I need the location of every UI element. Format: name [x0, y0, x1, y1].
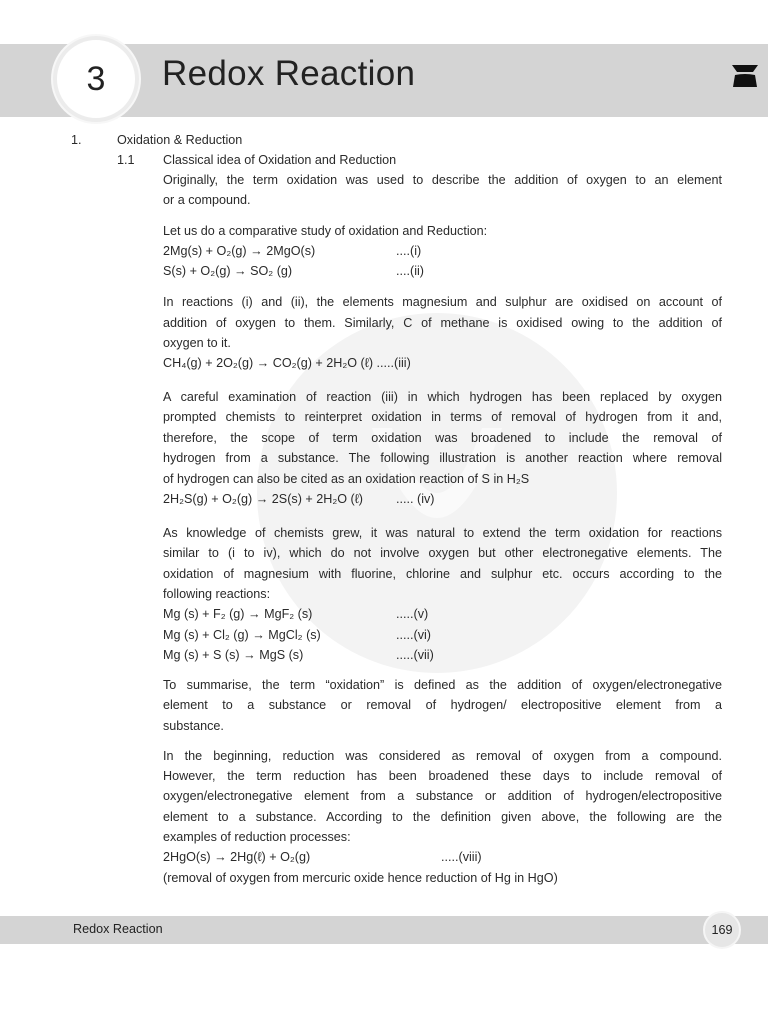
equation-label: .....(vi) — [396, 628, 431, 642]
equation-label: ....(i) — [396, 244, 422, 258]
equation: Mg (s) + Cl₂ (g) → MgCl₂ (s) — [163, 628, 321, 642]
equation-label: .....(vii) — [396, 648, 434, 662]
paragraph-line: or a compound. — [163, 193, 251, 207]
paragraph-line: As knowledge of chemists grew, it was natural to extend the term oxidation for reactions — [163, 526, 722, 540]
paragraph-line: However, the term reduction has been broadened these days to include removal of — [163, 769, 722, 783]
equation: Mg (s) + F₂ (g) → MgF₂ (s) — [163, 607, 313, 621]
paragraph-line: To summarise, the term “oxidation” is defined as the addition of oxygen/electronegative — [163, 678, 722, 692]
equation: S(s) + O₂(g) → SO₂ (g) — [163, 264, 293, 278]
equation-label: .....(viii) — [441, 850, 482, 864]
section-title: Oxidation & Reduction — [117, 133, 243, 147]
paragraph-line: element to a substance. According to the definition given above, the following are the — [163, 810, 722, 824]
equation: 2Mg(s) + O₂(g) → 2MgO(s) — [163, 244, 316, 258]
paragraph-line: In the beginning, reduction was considered as removal of oxygen from a compound. — [163, 749, 722, 763]
subsection-number: 1.1 — [117, 153, 135, 167]
equation-label: ..... (iv) — [396, 492, 435, 506]
paragraph-line: addition of oxygen to them. Similarly, C of methane is oxidised owing to the addition of — [163, 316, 722, 330]
paragraph-line: A careful examination of reaction (iii) in which hydrogen has been replaced by oxygen — [163, 390, 722, 404]
section-number: 1. — [71, 133, 82, 147]
paragraph-line: Let us do a comparative study of oxidation and Reduction: — [163, 224, 488, 238]
paragraph-line: oxygen/electronegative element from a substance or addition of hydrogen/electropositive — [163, 789, 722, 803]
footer-running-title: Redox Reaction — [73, 922, 163, 936]
equation: 2H₂S(g) + O₂(g) → 2S(s) + 2H₂O (ℓ) — [163, 492, 363, 506]
paragraph-line: Originally, the term oxidation was used to describe the addition of oxygen to an element — [163, 173, 722, 187]
equation: 2HgO(s) → 2Hg(ℓ) + O₂(g) — [163, 850, 311, 864]
paragraph-line: hydrogen from a substance. The following illustration is another reaction where removal — [163, 451, 722, 465]
page-number: 169 — [703, 911, 741, 949]
paragraph-line: therefore, the scope of term oxidation was broadened to include the removal of — [163, 431, 722, 445]
subsection-title: Classical idea of Oxidation and Reduction — [163, 153, 397, 167]
equation: Mg (s) + S (s) → MgS (s) — [163, 648, 304, 662]
equation: CH₄(g) + 2O₂(g) → CO₂(g) + 2H₂O (ℓ) .....(iii) — [163, 356, 411, 370]
publisher-logo-icon — [731, 62, 759, 88]
paragraph-line: oxygen to it. — [163, 336, 231, 350]
chapter-title: Redox Reaction — [162, 54, 416, 93]
chapter-number: 3 — [57, 40, 135, 118]
paragraph-line: substance. — [163, 719, 224, 733]
equation-label: ....(ii) — [396, 264, 424, 278]
paragraph-line: In reactions (i) and (ii), the elements magnesium and sulphur are oxidised on account of — [163, 295, 722, 309]
paragraph-line: oxidation of magnesium with fluorine, chlorine and sulphur etc. occurs according to the — [163, 567, 722, 581]
paragraph-line: prompted chemists to reinterpret oxidation in terms of removal of hydrogen from it and, — [163, 410, 722, 424]
paragraph-line: similar to (i to iv), which do not involve oxygen but other electronegative elements. The — [163, 546, 722, 560]
paragraph-line: of hydrogen can also be cited as an oxidation reaction of S in H₂S — [163, 472, 530, 486]
equation-label: .....(v) — [396, 607, 429, 621]
paragraph-line: examples of reduction processes: — [163, 830, 351, 844]
equation-note: (removal of oxygen from mercuric oxide hence reduction of Hg in HgO) — [163, 871, 558, 885]
paragraph-line: element to a substance or removal of hydrogen/ electropositive element from a — [163, 698, 722, 712]
paragraph-line: following reactions: — [163, 587, 271, 601]
